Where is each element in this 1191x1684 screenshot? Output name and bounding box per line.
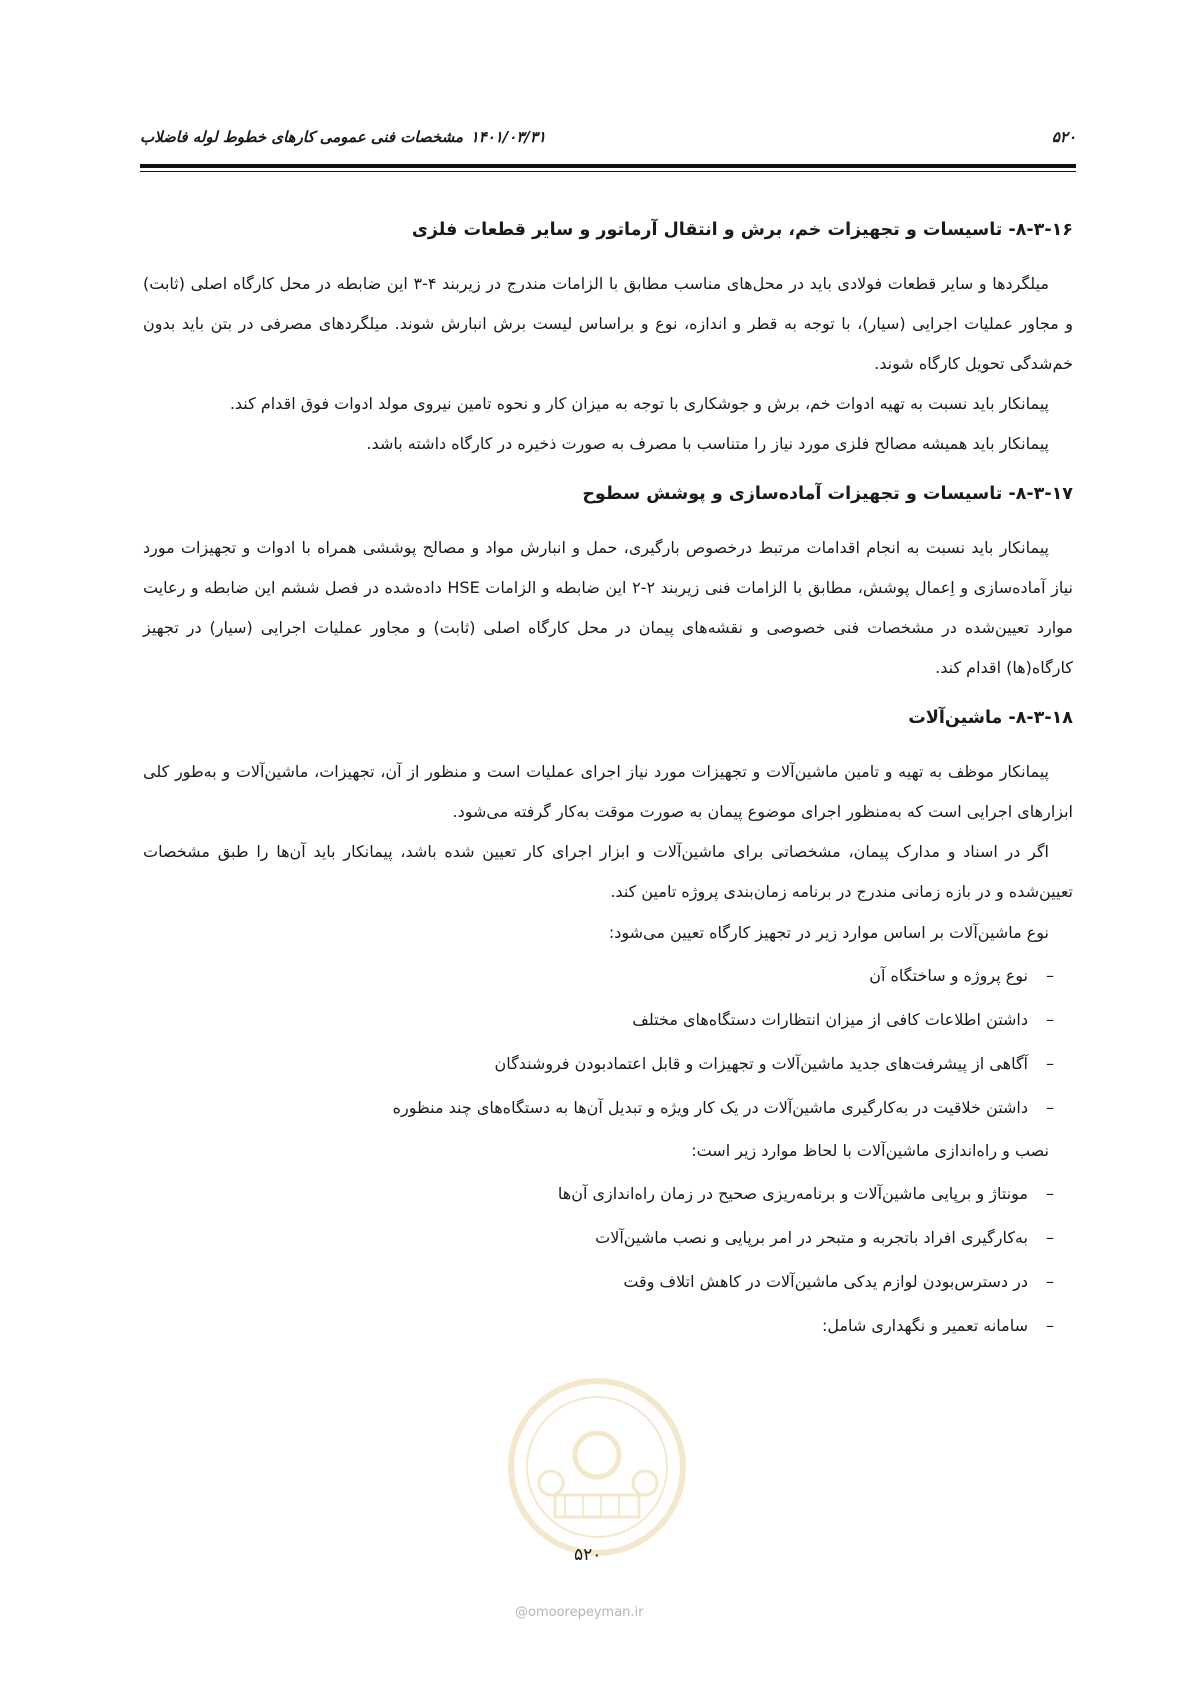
header-rule-thin [140, 171, 1076, 172]
header-page-number: ۵۲۰ [1051, 128, 1076, 146]
list-item: – داشتن خلاقیت در به‌کارگیری ماشین‌آلات در یک کار ویژه و تبدیل آن‌ها به دستگاه‌های چند منظوره [143, 1086, 1048, 1130]
dash-bullet-icon: – [1046, 1010, 1054, 1029]
section-heading-rebar: ۸-۳-۱۶- تاسیسات و تجهیزات خم، برش و انتقال آرماتور و سایر قطعات فلزی [411, 220, 1073, 240]
header-doc-title: مشخصات فنی عمومی کارهای خطوط لوله فاضلاب [140, 128, 464, 146]
page-body [143, 218, 1073, 1348]
header-date: ۱۴۰۱/۰۳/۳۱ [470, 128, 546, 146]
section-heading-machinery: ۸-۳-۱۸- ماشین‌آلات [908, 708, 1073, 728]
dash-bullet-icon: – [1046, 1054, 1054, 1073]
header-rule-thick [140, 164, 1076, 168]
list-item: – آگاهی از پیشرفت‌های جدید ماشین‌آلات و تجهیزات و قابل اعتمادبودن فروشندگان [143, 1042, 1048, 1086]
installation-list [143, 1172, 1073, 1348]
paragraph: میلگردها و سایر قطعات فولادی باید در محل‌های مناسب مطابق با الزامات مندرج در زیربند ۴-۳ این ضابطه در محل کارگاه اصلی (ثابت) و مجاور عملیات اجرایی (سیار)، با توجه به قطر و اندازه، نوع و براساس لیست برش انبارش شوند. میلگردهای مصرفی در بتن باید بدون خم‌شدگی تحویل کارگاه شوند. [143, 274, 1073, 373]
list-intro-machinery-type: نوع ماشین‌آلات بر اساس موارد زیر در تجهیز کارگاه تعیین می‌شود: [608, 923, 1049, 942]
dash-bullet-icon: – [1046, 1228, 1054, 1247]
dash-bullet-icon: – [1046, 1098, 1054, 1117]
machinery-type-list [143, 954, 1073, 1130]
paragraph: پیمانکار موظف به تهیه و تامین ماشین‌آلات و تجهیزات مورد نیاز اجرای عملیات است و منظور از آن، تجهیزات، ماشین‌آلات و به‌طور کلی ابزارهای اجرایی است که به‌منظور اجرای موضوع پیمان به صورت موقت به‌کار گرفته می‌شود. [143, 762, 1073, 821]
watermark-seal-icon [505, 1375, 689, 1559]
paragraph: پیمانکار باید همیشه مصالح فلزی مورد نیاز را متناسب با مصرف به صورت ذخیره در کارگاه داشته باشد. [366, 434, 1049, 453]
list-intro-installation: نصب و راه‌اندازی ماشین‌آلات با لحاظ موارد زیر است: [691, 1141, 1049, 1160]
running-header [140, 128, 1076, 152]
list-item: – نوع پروژه و ساختگاه آن [143, 954, 1048, 998]
dash-bullet-icon: – [1046, 966, 1054, 985]
dash-bullet-icon: – [1046, 1316, 1054, 1335]
section-heading-coating: ۸-۳-۱۷- تاسیسات و تجهیزات آماده‌سازی و پوشش سطوح [582, 484, 1073, 504]
paragraph: پیمانکار باید نسبت به تهیه ادوات خم، برش و جوشکاری با توجه به میزان کار و نحوه تامین نیروی مولد ادوات فوق اقدام کند. [229, 394, 1049, 413]
paragraph: پیمانکار باید نسبت به انجام اقدامات مرتبط درخصوص بارگیری، حمل و انبارش مواد و مصالح پوششی همراه با ادوات و تجهیزات مورد نیاز آماده‌سازی و اِعمال پوشش، مطابق با الزامات فنی زیربند ۲-۲ این ضابطه و الزامات HSE داده‌شده در فصل ششم این ضابطه و رعایت موارد تعیین‌شده در مشخصات فنی خصوصی و نقشه‌های پیمان در محل کارگاه اصلی (ثابت) و مجاور عملیات اجرایی (سیار) در تجهیز کارگاه(ها) اقدام کند. [143, 538, 1073, 677]
list-item: – در دسترس‌بودن لوازم یدکی ماشین‌آلات در کاهش اتلاف وقت [143, 1260, 1048, 1304]
footer-watermark-url: @omoorepeyman.ir [515, 1605, 644, 1620]
dash-bullet-icon: – [1046, 1272, 1054, 1291]
paragraph: اگر در اسناد و مدارک پیمان، مشخصاتی برای ماشین‌آلات و ابزار اجرای کار تعیین شده باشد، پیمانکار باید آن‌ها را طبق مشخصات تعیین‌شده و در بازه زمانی مندرج در برنامه زمان‌بندی پروژه تامین کند. [143, 842, 1073, 901]
footer-page-number: ۵۲۰ [574, 1545, 602, 1565]
list-item: – به‌کارگیری افراد باتجربه و متبحر در امر برپایی و نصب ماشین‌آلات [143, 1216, 1048, 1260]
list-item: – سامانه تعمیر و نگهداری شامل: [143, 1304, 1048, 1348]
dash-bullet-icon: – [1046, 1184, 1054, 1203]
list-item: – مونتاژ و برپایی ماشین‌آلات و برنامه‌ریزی صحیح در زمان راه‌اندازی آن‌ها [143, 1172, 1048, 1216]
list-item: – داشتن اطلاعات کافی از میزان انتظارات دستگاه‌های مختلف [143, 998, 1048, 1042]
